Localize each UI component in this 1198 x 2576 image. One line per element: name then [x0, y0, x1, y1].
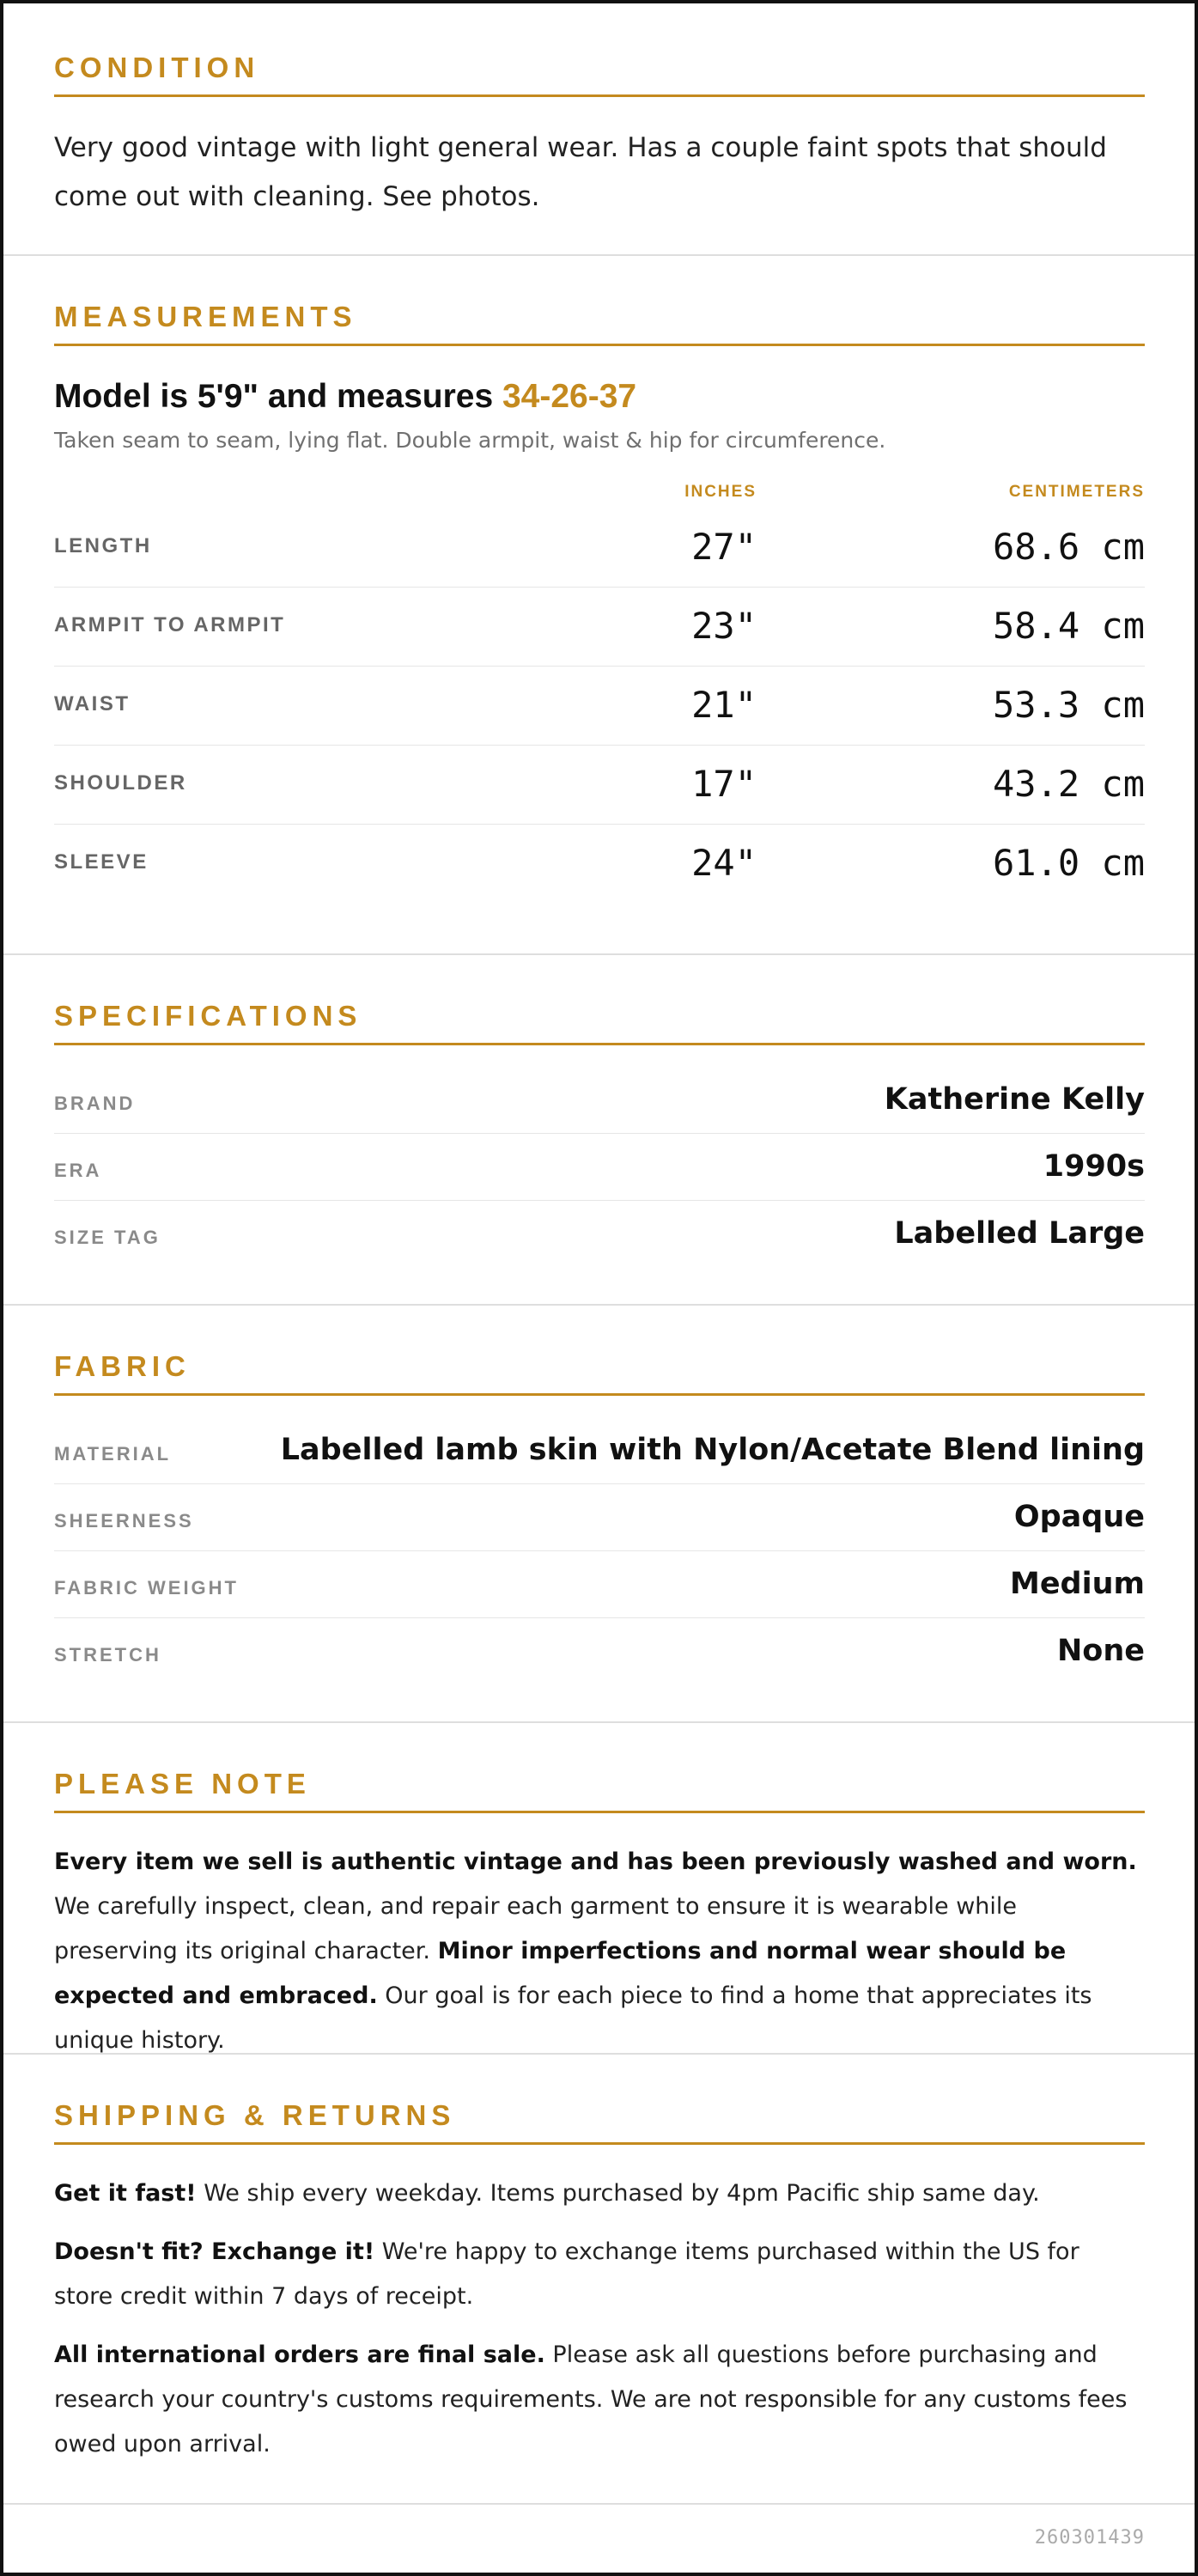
condition-text: Very good vintage with light general wear. Has a couple faint spots that should come out with cleaning. See photos.: [54, 132, 1107, 212]
spec-row: [54, 1067, 1145, 1134]
spec-label: BRAND: [54, 1093, 136, 1114]
fabric-label: FABRIC WEIGHT: [54, 1577, 239, 1599]
fabric-value: Opaque: [1013, 1500, 1145, 1534]
shipping-p1-text: We ship every weekday. Items purchased by 4pm Pacific ship same day.: [196, 2180, 1040, 2207]
spec-row: [54, 1201, 1145, 1268]
spec-value: Labelled Large: [894, 1216, 1145, 1251]
fabric-section: [3, 1306, 1195, 1723]
fabric-value: Labelled lamb skin with Nylon/Acetate Blend lining: [280, 1433, 1145, 1467]
shipping-p3-bold: All international orders are final sale.: [54, 2342, 545, 2368]
shipping-p2-bold: Doesn't fit? Exchange it!: [54, 2238, 375, 2265]
spec-label: ERA: [54, 1160, 102, 1181]
measurements-rule: [54, 344, 1145, 346]
col-cm-header: CENTIMETERS: [1008, 483, 1145, 501]
condition-heading: CONDITION: [54, 52, 260, 83]
shipping-paragraph-1: [54, 2171, 1145, 2216]
please-note-bold-1: Every item we sell is authentic vintage and has been previously washed and worn.: [54, 1848, 1137, 1875]
please-note-section: [3, 1723, 1195, 2055]
please-note-heading: PLEASE NOTE: [54, 1768, 311, 1800]
fabric-row: [54, 1417, 1145, 1484]
fabric-label: SHEERNESS: [54, 1510, 194, 1532]
measurements-section: [3, 256, 1195, 955]
condition-rule: [54, 94, 1145, 97]
please-note-text: [54, 1840, 1145, 2063]
spec-label: SIZE TAG: [54, 1227, 161, 1248]
measurement-row: [54, 825, 1145, 904]
measurements-subtitle: Taken seam to seam, lying flat. Double armpit, waist & hip for circumference.: [54, 428, 886, 453]
measurement-inches: 27": [691, 526, 757, 568]
measurement-label: SHOULDER: [54, 771, 187, 795]
measurement-cm: 61.0 cm: [992, 842, 1145, 884]
measurement-row: [54, 588, 1145, 667]
shipping-section: [3, 2055, 1195, 2505]
measurement-inches: 24": [691, 842, 757, 884]
fabric-heading: FABRIC: [54, 1350, 191, 1382]
fabric-row: [54, 1618, 1145, 1685]
fabric-label: STRETCH: [54, 1644, 161, 1666]
shipping-paragraph-2: [54, 2230, 1145, 2319]
measurements-heading: MEASUREMENTS: [54, 301, 357, 332]
specifications-section: [3, 955, 1195, 1306]
col-inches-header: INCHES: [684, 483, 757, 501]
measurement-row: [54, 667, 1145, 746]
spec-value: 1990s: [1043, 1149, 1145, 1184]
please-note-rule: [54, 1811, 1145, 1813]
shipping-p3-text: Please ask all questions before purchasing and research your country's customs requirements. We are not responsible for any customs fees owed upon arrival.: [54, 2342, 1128, 2457]
specifications-heading: SPECIFICATIONS: [54, 1000, 362, 1032]
measurement-inches: 23": [691, 605, 757, 647]
measurement-label: WAIST: [54, 692, 131, 716]
shipping-p2-text: We're happy to exchange items purchased within the US for store credit within 7 days of receipt.: [54, 2238, 1079, 2310]
measurement-row: [54, 509, 1145, 588]
model-info: [54, 378, 636, 416]
condition-section: [3, 3, 1195, 256]
measurement-cm: 43.2 cm: [992, 763, 1145, 805]
fabric-value: None: [1057, 1634, 1145, 1668]
measurement-cm: 53.3 cm: [992, 684, 1145, 726]
spec-row: [54, 1134, 1145, 1201]
measurement-label: ARMPIT TO ARMPIT: [54, 613, 286, 636]
measurement-label: LENGTH: [54, 534, 152, 557]
measurement-cm: 58.4 cm: [992, 605, 1145, 647]
measurement-cm: 68.6 cm: [992, 526, 1145, 568]
fabric-rule: [54, 1393, 1145, 1396]
model-info-prefix: Model is 5'9" and measures: [54, 378, 494, 415]
fabric-row: [54, 1551, 1145, 1618]
fabric-row: [54, 1484, 1145, 1551]
measurement-label: SLEEVE: [54, 850, 149, 874]
fabric-value: Medium: [1009, 1567, 1145, 1601]
shipping-p1-bold: Get it fast!: [54, 2180, 197, 2207]
shipping-heading: SHIPPING & RETURNS: [54, 2099, 456, 2131]
please-note-text-2: Our goal is for each piece to find a home that appreciates its unique history.: [54, 1982, 1092, 2054]
shipping-rule: [54, 2142, 1145, 2145]
please-note-text-1: We carefully inspect, clean, and repair each garment to ensure it is wearable while preserving its original character.: [54, 1893, 1018, 1964]
spec-value: Katherine Kelly: [884, 1082, 1145, 1117]
please-note-bold-2: Minor imperfections and normal wear should be expected and embraced.: [54, 1938, 1067, 2009]
measurement-row: [54, 746, 1145, 825]
product-code: 260301439: [1034, 2527, 1145, 2549]
measurement-inches: 17": [691, 763, 757, 805]
specifications-rule: [54, 1043, 1145, 1045]
measurement-inches: 21": [691, 684, 757, 726]
shipping-paragraph-3: [54, 2333, 1145, 2467]
footer: [3, 2505, 1195, 2576]
fabric-label: MATERIAL: [54, 1443, 172, 1465]
model-measurements: 34-26-37: [502, 378, 637, 415]
